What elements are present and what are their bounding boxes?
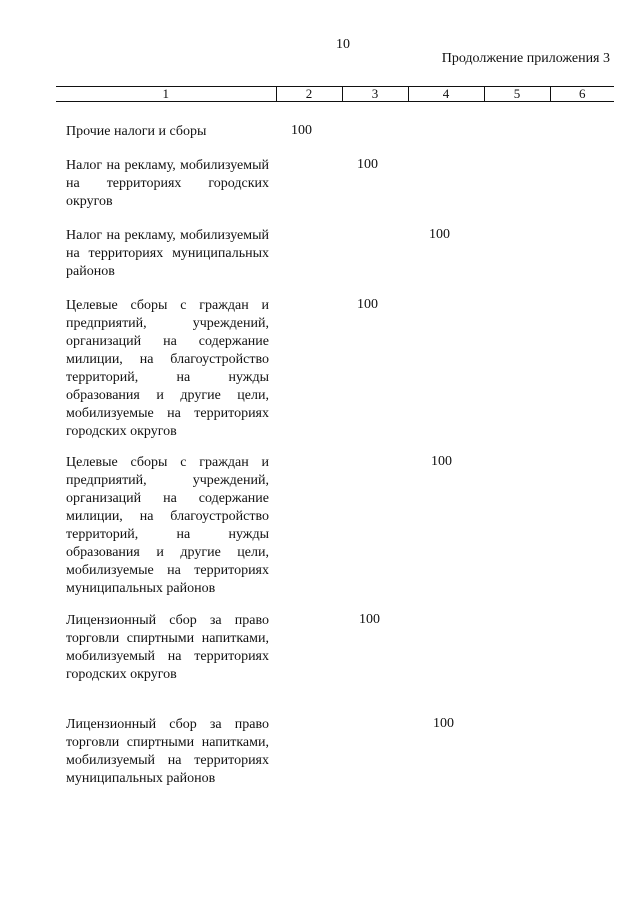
row-value-col3: 100 <box>359 612 380 627</box>
row-value-col2: 100 <box>291 123 312 138</box>
column-header-1: 1 <box>56 87 276 102</box>
continuation-heading: Продолжение приложения 3 <box>441 51 610 66</box>
row-label-license-fee-municipal: Лицензионный сбор за право торговли спиртными напитками, мобилизуемый на территориях муниципальных районов <box>66 717 269 786</box>
row-value-col4: 100 <box>433 716 454 731</box>
row-label-target-fees-municipal: Целевые сборы с граждан и предприятий, учреждений, организаций на содержание милиции, на благоустройство территорий, на нужды образования и другие цели, мобилизуемые на территориях муниципальных районов <box>66 455 269 596</box>
row-value-col4: 100 <box>429 227 450 242</box>
row-value-col3: 100 <box>357 157 378 172</box>
column-header-6: 6 <box>550 87 614 102</box>
row-label-other-taxes: Прочие налоги и сборы <box>66 124 207 139</box>
row-label-license-fee-city: Лицензионный сбор за право торговли спиртными напитками, мобилизуемый на территориях городских округов <box>66 613 269 682</box>
page-number: 10 <box>336 37 350 52</box>
column-header-table <box>56 86 614 102</box>
row-label-target-fees-city: Целевые сборы с граждан и предприятий, учреждений, организаций на содержание милиции, на благоустройство территорий, на нужды образования и другие цели, мобилизуемые на территориях городских округов <box>66 298 269 439</box>
row-value-col3: 100 <box>357 297 378 312</box>
column-header-2: 2 <box>276 87 342 102</box>
row-value-col4: 100 <box>431 454 452 469</box>
column-header-5: 5 <box>484 87 550 102</box>
row-label-ad-tax-city: Налог на рекламу, мобилизуемый на территориях городских округов <box>66 158 269 209</box>
column-header-4: 4 <box>408 87 484 102</box>
column-header-row <box>56 87 614 102</box>
column-header-3: 3 <box>342 87 408 102</box>
row-label-ad-tax-municipal: Налог на рекламу, мобилизуемый на территориях муниципальных районов <box>66 228 269 279</box>
